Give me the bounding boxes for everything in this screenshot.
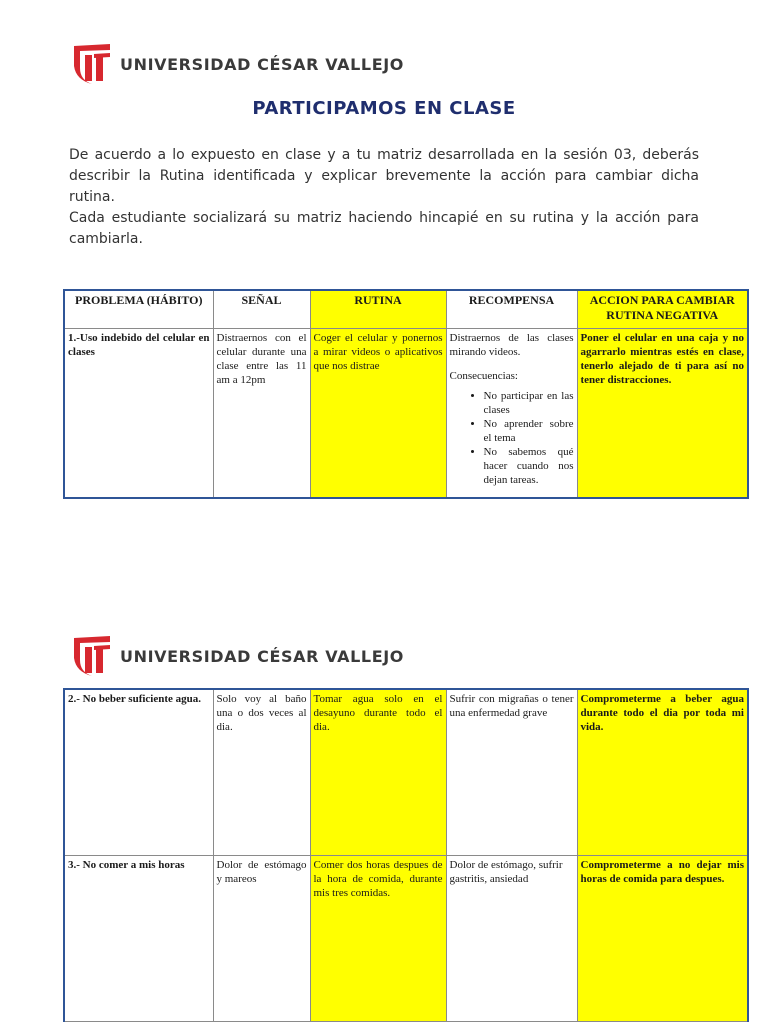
habit-matrix-table-2 [63, 688, 749, 1022]
recompensa-text: Distraernos de las clases mirando videos. [449, 331, 574, 358]
cell-accion: Comprometerme a no dejar mis horas de comida para despues. [577, 855, 748, 1021]
page-title: PARTICIPAMOS EN CLASE [252, 98, 516, 119]
university-name: UNIVERSIDAD CÉSAR VALLEJO [120, 646, 404, 666]
header-accion: ACCION PARA CAMBIAR RUTINA NEGATIVA [577, 290, 748, 328]
cell-accion: Poner el celular en una caja y no agarrarlo mientras estés en clase, tenerlo alejado de ti para así no tener distracciones. [577, 328, 748, 498]
university-name: UNIVERSIDAD CÉSAR VALLEJO [120, 54, 404, 74]
table-header-row [64, 290, 748, 328]
list-item: • No sabemos qué hacer cuando nos dejan tareas. [484, 445, 574, 487]
list-item: • No participar en las clases [484, 389, 574, 417]
consecuencias-label: Consecuencias: [449, 369, 518, 382]
university-header [72, 42, 404, 86]
cell-senal: Distraernos con el celular durante una clase entre las 11 am a 12pm [213, 328, 310, 498]
university-header-2 [72, 634, 404, 678]
cell-senal: Dolor de estómago y mareos [213, 855, 310, 1021]
intro-paragraph-2: Cada estudiante socializará su matriz haciendo hincapié en su rutina y la acción para cambiarla. [69, 210, 699, 247]
cell-rutina: Comer dos horas despues de la hora de comida, durante mis tres comidas. [310, 855, 446, 1021]
ucv-shield-logo-icon [72, 42, 112, 86]
table-row [64, 689, 748, 855]
table-row [64, 855, 748, 1021]
cell-rutina: Tomar agua solo en el desayuno durante todo el dia. [310, 689, 446, 855]
cell-accion: Comprometerme a beber agua durante todo el dia por toda mi vida. [577, 689, 748, 855]
cell-recompensa [446, 328, 577, 498]
table-row [64, 328, 748, 498]
habit-matrix-table-1 [63, 289, 749, 499]
cell-recompensa: Dolor de estómago, sufrir gastritis, ansiedad [446, 855, 577, 1021]
cell-problema: 3.- No comer a mis horas [64, 855, 213, 1021]
cell-recompensa: Sufrir con migrañas o tener una enfermedad grave [446, 689, 577, 855]
intro-text [69, 145, 699, 250]
consecuencias-list [450, 389, 574, 487]
intro-paragraph-1: De acuerdo a lo expuesto en clase y a tu matriz desarrollada en la sesión 03, deberás describir la Rutina identificada y explicar brevemente la acción para cambiar dicha rutina. [69, 147, 699, 205]
list-item: • No aprender sobre el tema [484, 417, 574, 445]
cell-problema: 1.-Uso indebido del celular en clases [64, 328, 213, 498]
ucv-shield-logo-icon [72, 634, 112, 678]
header-senal: SEÑAL [213, 290, 310, 328]
header-rutina: RUTINA [310, 290, 446, 328]
cell-senal: Solo voy al baño una o dos veces al dia. [213, 689, 310, 855]
cell-problema: 2.- No beber suficiente agua. [64, 689, 213, 855]
header-problema: PROBLEMA (HÁBITO) [64, 290, 213, 328]
cell-rutina: Coger el celular y ponernos a mirar videos o aplicativos que nos distrae [310, 328, 446, 498]
header-recompensa: RECOMPENSA [446, 290, 577, 328]
